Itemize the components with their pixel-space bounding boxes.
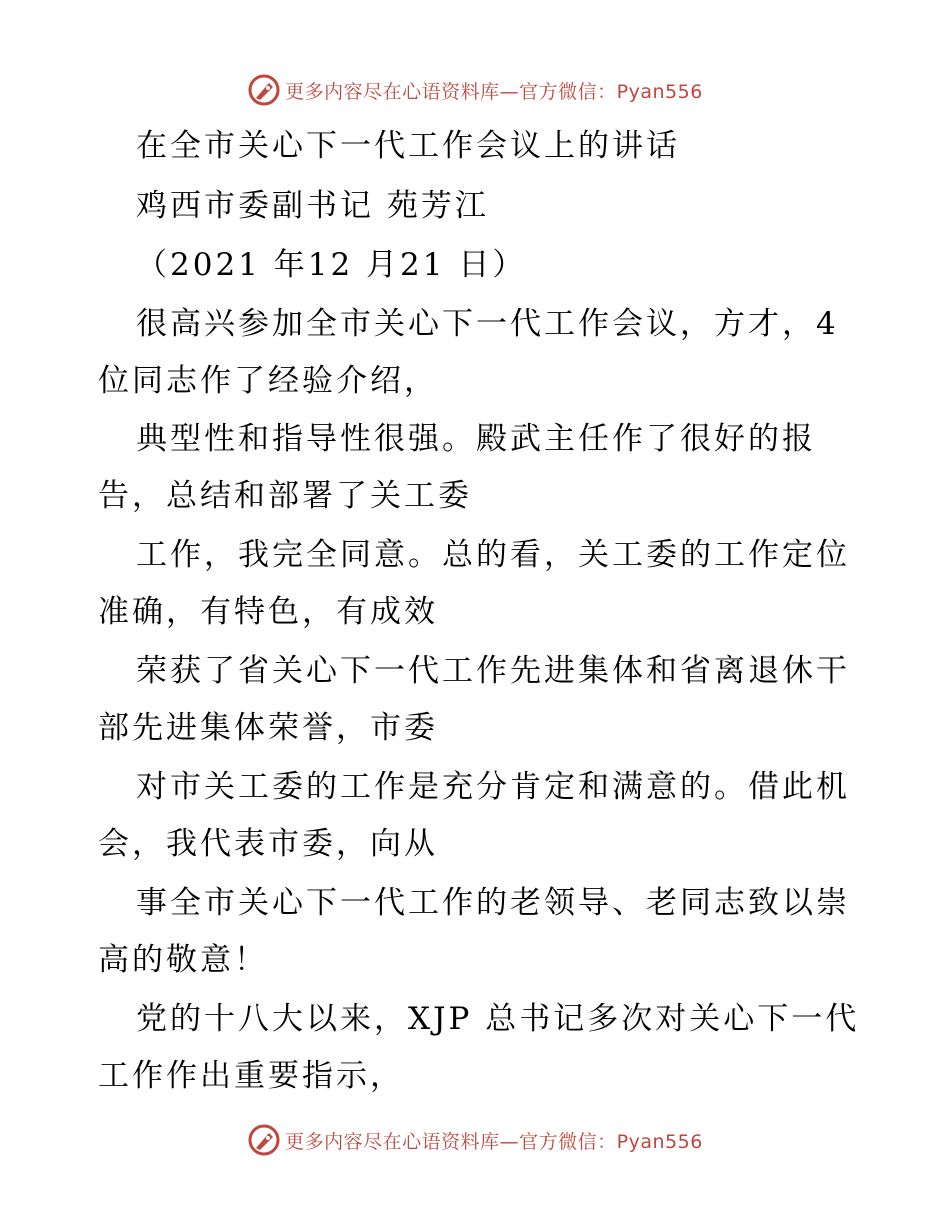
- body-line: 告，总结和部署了关工委: [98, 478, 472, 514]
- pen-nib-logo-icon: [247, 1123, 281, 1157]
- body-line: 很高兴参加全市关心下一代工作会议，方才，4: [136, 306, 839, 342]
- document-date: （2021 年12 月21 日）: [136, 247, 527, 283]
- body-line: 高的敬意！: [98, 942, 268, 978]
- body-line: 党的十八大以来，XJP 总书记多次对关心下一代: [136, 1001, 860, 1037]
- body-line: 典型性和指导性很强。殿武主任作了很好的报: [136, 421, 816, 457]
- pen-nib-logo-icon: [247, 73, 281, 107]
- body-line: 事全市关心下一代工作的老领导、老同志致以崇: [136, 885, 850, 921]
- body-line: 位同志作了经验介绍，: [98, 363, 438, 399]
- body-line: 工作作出重要指示，: [98, 1058, 404, 1094]
- watermark-header: [0, 70, 950, 110]
- document-title: 在全市关心下一代工作会议上的讲话: [136, 128, 680, 164]
- body-line: 对市关工委的工作是充分肯定和满意的。借此机: [136, 769, 850, 805]
- watermark-text: 更多内容尽在心语资料库—官方微信：Pyan556: [285, 1130, 703, 1153]
- body-line: 工作，我完全同意。总的看，关工委的工作定位: [136, 537, 850, 573]
- document-author: 鸡西市委副书记 苑芳江: [136, 188, 489, 224]
- watermark-text: 更多内容尽在心语资料库—官方微信：Pyan556: [285, 80, 703, 103]
- body-line: 准确，有特色，有成效: [98, 594, 438, 630]
- body-line: 会，我代表市委，向从: [98, 826, 438, 862]
- watermark-footer: [0, 1120, 950, 1160]
- body-line: 荣获了省关心下一代工作先进集体和省离退休干: [136, 653, 850, 689]
- body-line: 部先进集体荣誉，市委: [98, 710, 438, 746]
